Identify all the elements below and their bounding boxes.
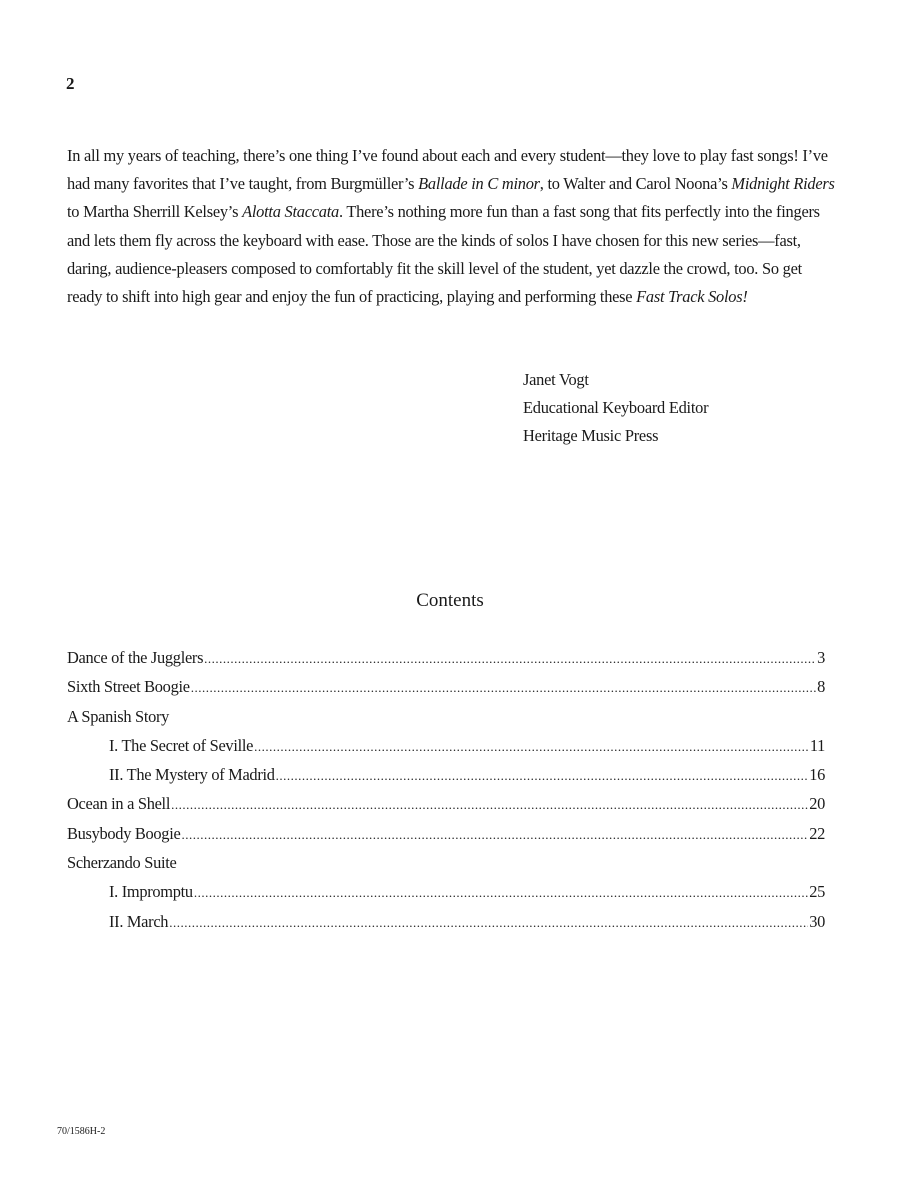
dot-leader	[204, 651, 816, 667]
signature-block	[523, 366, 708, 451]
toc-entry-title: Busybody Boogie	[67, 823, 181, 843]
dot-leader	[276, 768, 809, 784]
toc-entry-page: 20	[809, 794, 825, 814]
title-fast-track-solos: Fast Track Solos!	[636, 287, 748, 307]
dot-leader	[181, 827, 808, 843]
intro-text-1: In all my years of teaching, there’s one thing I’ve found about each and every student—they love to play fast songs! I’ve had many favorites that I’ve taught, from Burgmüller’s	[67, 146, 828, 194]
toc-entry-march[interactable]	[67, 912, 825, 941]
intro-text-4: . There’s nothing more fun than a fast song that fits perfectly into the fingers and lets them fly across the keyboard with ease. Those are the kinds of solos I have chosen for this new series—fast, daring, audience-pleasers composed to comfortably fit the skill level of the student, yet dazzle the crowd, too. So get ready to shift into high gear and enjoy the fun of practicing, playing and performing these	[67, 202, 820, 307]
toc-section-a-spanish-story	[67, 707, 825, 736]
dot-leader	[169, 915, 808, 931]
toc-entry-title: I. The Secret of Seville	[109, 735, 254, 755]
signature-name: Janet Vogt	[523, 370, 589, 389]
toc-entry-secret-of-seville[interactable]	[67, 736, 825, 765]
toc-entry-page: 22	[809, 823, 825, 843]
toc-entry-title: Ocean in a Shell	[67, 794, 171, 814]
toc-entry-title: I. Impromptu	[109, 882, 193, 902]
title-ballade: Ballade in C minor	[418, 174, 540, 194]
table-of-contents	[67, 648, 825, 941]
contents-heading: Contents	[416, 590, 484, 611]
toc-entry-page: 30	[809, 911, 825, 931]
toc-entry-page: 16	[809, 765, 825, 785]
signature-publisher: Heritage Music Press	[523, 426, 659, 446]
toc-entry-page: 11	[809, 735, 825, 755]
footer-catalog-code: 70/1586H-2	[57, 1126, 106, 1137]
toc-entry-mystery-of-madrid[interactable]	[67, 765, 825, 794]
page-number: 2	[66, 74, 75, 93]
toc-entry-title: Dance of the Jugglers	[67, 648, 204, 667]
toc-entry-title: II. The Mystery of Madrid	[109, 765, 275, 785]
dot-leader	[191, 680, 816, 696]
toc-entry-dance-of-the-jugglers[interactable]	[67, 648, 825, 677]
intro-text-3: to Martha Sherrill Kelsey’s	[67, 202, 243, 222]
toc-entry-page: 25	[809, 882, 825, 902]
toc-section-scherzando-suite	[67, 853, 825, 882]
toc-entry-busybody-boogie[interactable]	[67, 824, 825, 853]
toc-entry-impromptu[interactable]	[67, 882, 825, 911]
title-alotta-staccata: Alotta Staccata	[242, 202, 339, 222]
toc-entry-title: Sixth Street Boogie	[67, 677, 190, 697]
toc-entry-page: 3	[817, 648, 825, 667]
toc-section-title: A Spanish Story	[67, 706, 170, 726]
signature-role: Educational Keyboard Editor	[523, 398, 709, 418]
toc-entry-ocean-in-a-shell[interactable]	[67, 794, 825, 823]
toc-entry-page: 8	[817, 677, 825, 697]
dot-leader	[254, 739, 809, 755]
toc-entry-sixth-street-boogie[interactable]	[67, 677, 825, 706]
toc-entry-title: II. March	[109, 911, 169, 931]
intro-paragraph	[67, 142, 837, 311]
dot-leader	[171, 797, 808, 813]
title-midnight-riders: Midnight Riders	[731, 174, 835, 194]
toc-section-title: Scherzando Suite	[67, 853, 177, 873]
intro-text-2: , to Walter and Carol Noona’s	[539, 174, 732, 194]
dot-leader	[194, 885, 808, 901]
